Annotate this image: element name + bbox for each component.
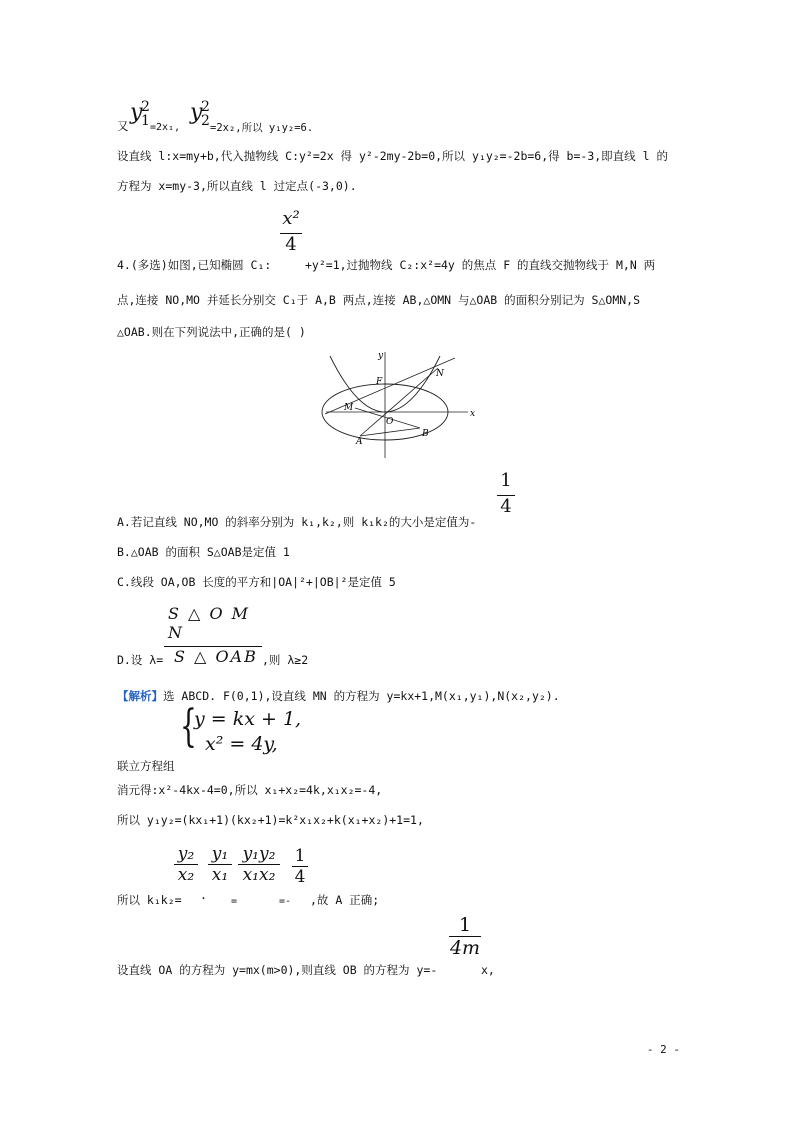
y1-sub: 1 xyxy=(141,113,150,129)
label-m: M xyxy=(344,403,354,413)
d-frac-num: S △ O M N xyxy=(168,604,251,642)
fraction-1-4 xyxy=(292,846,308,887)
a-frac-num: 1 xyxy=(500,470,512,491)
system-eq-2: x² = 4y, xyxy=(205,733,278,755)
q4-line-a-post: +y²=1,过抛物线 C₂:x²=4y 的焦点 F 的直线交抛物线于 M,N 两 xyxy=(305,258,656,272)
option-d-fraction xyxy=(164,604,262,666)
system-eq-1: y = kx + 1, xyxy=(194,708,302,730)
analysis-line-3: 消元得:x²-4kx-4=0,所以 x₁+x₂=4k,x₁x₂=-4, xyxy=(117,783,383,797)
label-n: N xyxy=(436,369,444,379)
label-o: O xyxy=(386,417,394,427)
label-f: F xyxy=(376,377,383,387)
page-number: - 2 - xyxy=(646,1043,680,1056)
analysis-line-6-post: x, xyxy=(481,963,495,977)
f3-den: x₁x₂ xyxy=(238,864,280,885)
label-x: x xyxy=(470,409,476,419)
option-d-pre: D.设 λ= xyxy=(117,653,164,667)
f3-num: y₁y₂ xyxy=(242,844,276,864)
a-frac-den: 4 xyxy=(497,495,515,517)
q4-line-a-pre: 4.(多选)如图,已知椭圆 C₁: xyxy=(117,258,272,272)
y1-symbol: y xyxy=(130,100,143,125)
analysis-line-5-pre: 所以 k₁k₂= xyxy=(117,893,182,907)
analysis-tag: 【解析】 xyxy=(117,689,163,703)
option-b: B.△OAB 的面积 S△OAB是定值 1 xyxy=(117,545,290,559)
label-b: B xyxy=(422,429,429,439)
eq2: =2x₂,所以 y₁y₂=6. xyxy=(210,122,314,134)
equals-1: = xyxy=(231,896,238,907)
option-a: A.若记直线 NO,MO 的斜率分别为 k₁,k₂,则 k₁k₂的大小是定值为- xyxy=(117,515,477,529)
line1-prefix: 又 xyxy=(117,119,129,133)
eq1: =2x₁, xyxy=(150,122,181,133)
q4-line-c: △OAB.则在下列说法中,正确的是( ) xyxy=(117,325,306,339)
d-frac-den: S △ OAB xyxy=(164,646,262,666)
system-brace: { xyxy=(180,701,197,752)
f1-den: x₂ xyxy=(174,864,198,885)
y2-symbol: y xyxy=(190,100,203,125)
f1-num: y₂ xyxy=(177,844,195,864)
analysis-line-2: 联立方程组 xyxy=(117,759,175,773)
label-a: A xyxy=(356,437,363,447)
f5-num: 1 xyxy=(458,914,472,936)
y2-sup: 2 xyxy=(201,99,210,115)
line-2: 设直线 l:x=my+b,代入抛物线 C:y²=2x 得 y²-2my-2b=0,所以 y₁y₂=-2b=6,得 b=-3,即直线 l 的 xyxy=(117,149,668,163)
f2-den: x₁ xyxy=(208,864,232,885)
y1-sup: 2 xyxy=(141,99,150,115)
f4-den: 4 xyxy=(292,866,308,887)
label-y: y xyxy=(378,351,384,361)
analysis-text-1: 选 ABCD. F(0,1),设直线 MN 的方程为 y=kx+1,M(x₁,y₁),N(x₂,y₂). xyxy=(163,689,560,703)
option-c: C.线段 OA,OB 长度的平方和|OA|²+|OB|²是定值 5 xyxy=(117,575,396,589)
analysis-line-6-pre: 设直线 OA 的方程为 y=mx(m>0),则直线 OB 的方程为 y=- xyxy=(117,963,438,977)
fraction-y1-x1 xyxy=(208,844,232,885)
line-ab xyxy=(360,428,420,436)
fraction-y1y2-x1x2 xyxy=(238,844,280,885)
fraction-y2-x2 xyxy=(174,844,198,885)
q4-line-b: 点,连接 NO,MO 并延长分别交 C₁于 A,B 两点,连接 AB,△OMN 与△OAB 的面积分别记为 S△OMN,S xyxy=(117,293,641,307)
dot-operator: · xyxy=(200,891,207,905)
option-a-fraction xyxy=(497,470,515,517)
line-3: 方程为 x=my-3,所以直线 l 过定点(-3,0). xyxy=(117,179,357,193)
option-d-post: ,则 λ≥2 xyxy=(262,653,309,667)
equals-2: =- xyxy=(279,896,292,907)
fraction-1-4m xyxy=(449,914,481,959)
ellipse-fraction xyxy=(280,208,302,255)
analysis-line-4: 所以 y₁y₂=(kx₁+1)(kx₂+1)=k²x₁x₂+k(x₁+x₂)+1=1, xyxy=(117,813,424,827)
frac-num: x² xyxy=(282,208,300,229)
f5-den: 4m xyxy=(449,937,481,959)
geometry-figure xyxy=(320,348,480,463)
analysis-line-5-post: ,故 A 正确; xyxy=(310,893,380,907)
y2-sub: 2 xyxy=(201,113,210,129)
line-na xyxy=(360,368,438,436)
f2-num: y₁ xyxy=(211,844,229,864)
f4-num: 1 xyxy=(294,846,306,866)
frac-den: 4 xyxy=(280,233,302,255)
